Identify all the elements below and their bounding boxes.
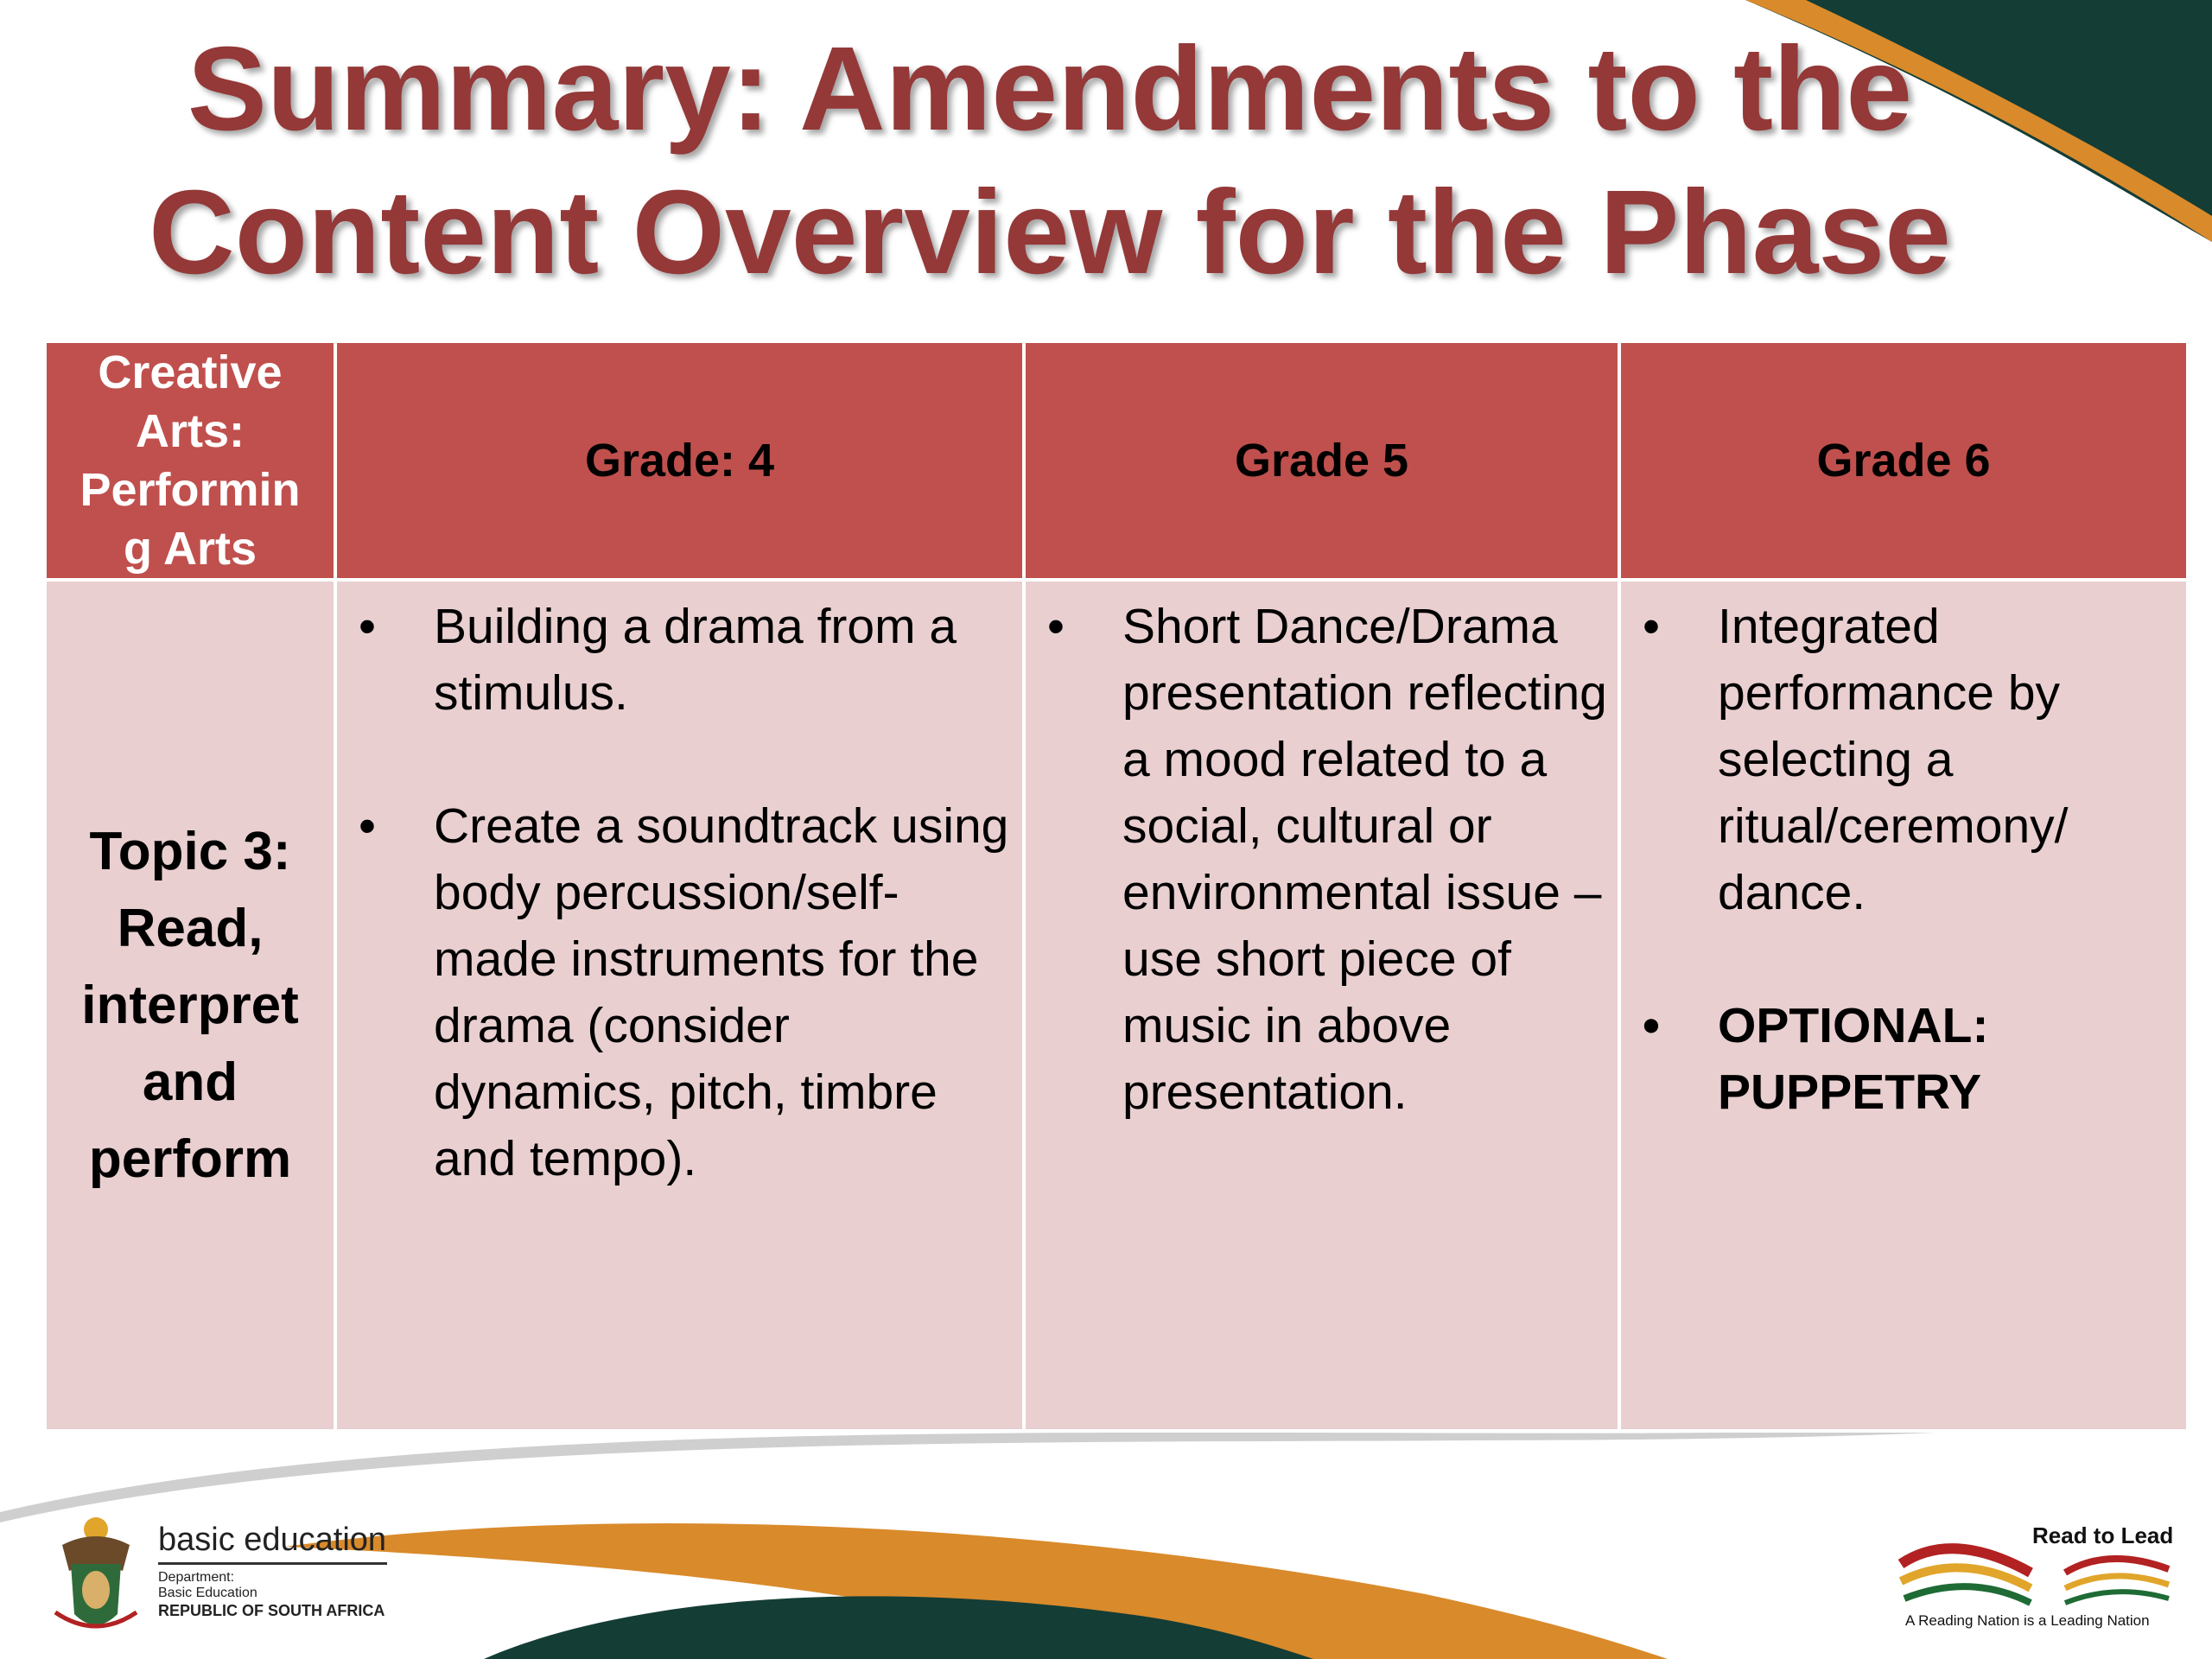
- bullet-marker: •: [359, 798, 376, 854]
- dbe-logo-text: [158, 1521, 387, 1620]
- grade-5-header: Grade 5: [1024, 341, 1619, 580]
- list-item: [1621, 594, 2186, 926]
- list-item: [337, 594, 1022, 727]
- coat-of-arms-icon: [45, 1510, 147, 1638]
- divider: [158, 1562, 387, 1565]
- title-line-2: Content Overview for the Phase: [149, 166, 1951, 299]
- dbe-name: basic education: [158, 1522, 387, 1558]
- subject-header-cell: [45, 341, 335, 580]
- read-to-lead-title: Read to Lead: [2032, 1522, 2174, 1548]
- grade-6-content-cell: [1619, 580, 2188, 1431]
- list-item-text: Integrated performance by selecting a ritual/ceremony/ dance.: [1718, 599, 2069, 920]
- grade-4-header: Grade: 4: [335, 341, 1024, 580]
- grade-4-content-cell: [335, 580, 1024, 1431]
- content-overview-table: [43, 340, 2190, 1433]
- grade-4-bullet-list: [337, 582, 1022, 1192]
- dbe-department-name: Basic Education: [158, 1586, 257, 1600]
- grade-5-bullet-list: [1026, 582, 1618, 1126]
- list-item-text: Create a soundtrack using body percussion/self-made instruments for the drama (consider dynamics, pitch, timbre and tempo).: [434, 798, 1009, 1186]
- subject-header-line: Creative: [98, 346, 283, 398]
- table-body-row: [45, 580, 2188, 1431]
- bullet-marker: •: [359, 599, 376, 654]
- topic-line: and: [142, 1052, 238, 1112]
- title-line-1: Summary: Amendments to the: [187, 22, 1913, 156]
- list-item: [1026, 594, 1618, 1126]
- dbe-department-label: Department:: [158, 1570, 235, 1585]
- read-to-lead-tagline: A Reading Nation is a Leading Nation: [1905, 1612, 2150, 1629]
- bullet-marker: •: [1643, 599, 1660, 654]
- grade-6-header: Grade 6: [1619, 341, 2188, 580]
- table-header-row: [45, 341, 2188, 580]
- bullet-marker: •: [1047, 599, 1065, 654]
- list-item-text: Short Dance/Drama presentation reflecting a mood related to a social, cultural or environmental issue – use short piece of music in above presentation.: [1122, 599, 1607, 1120]
- list-item: [1621, 993, 2186, 1126]
- subject-header-line: Performin: [79, 464, 301, 516]
- dbe-country: REPUBLIC OF SOUTH AFRICA: [158, 1602, 385, 1619]
- topic-line: interpret: [81, 976, 299, 1035]
- subject-header-line: g Arts: [123, 523, 257, 575]
- page-title: [0, 17, 2100, 304]
- topic-cell: [45, 580, 335, 1431]
- list-item-text: OPTIONAL: PUPPETRY: [1718, 998, 1989, 1120]
- list-item: [337, 793, 1022, 1192]
- subject-header-line: Arts:: [135, 405, 245, 457]
- topic-line: Topic 3:: [89, 822, 291, 881]
- bullet-marker: •: [1643, 998, 1660, 1053]
- list-item-text: Building a drama from a stimulus.: [434, 599, 957, 721]
- topic-line: Read,: [117, 899, 264, 958]
- grade-5-content-cell: [1024, 580, 1619, 1431]
- topic-line: perform: [88, 1129, 292, 1189]
- grade-6-bullet-list: [1621, 582, 2186, 1126]
